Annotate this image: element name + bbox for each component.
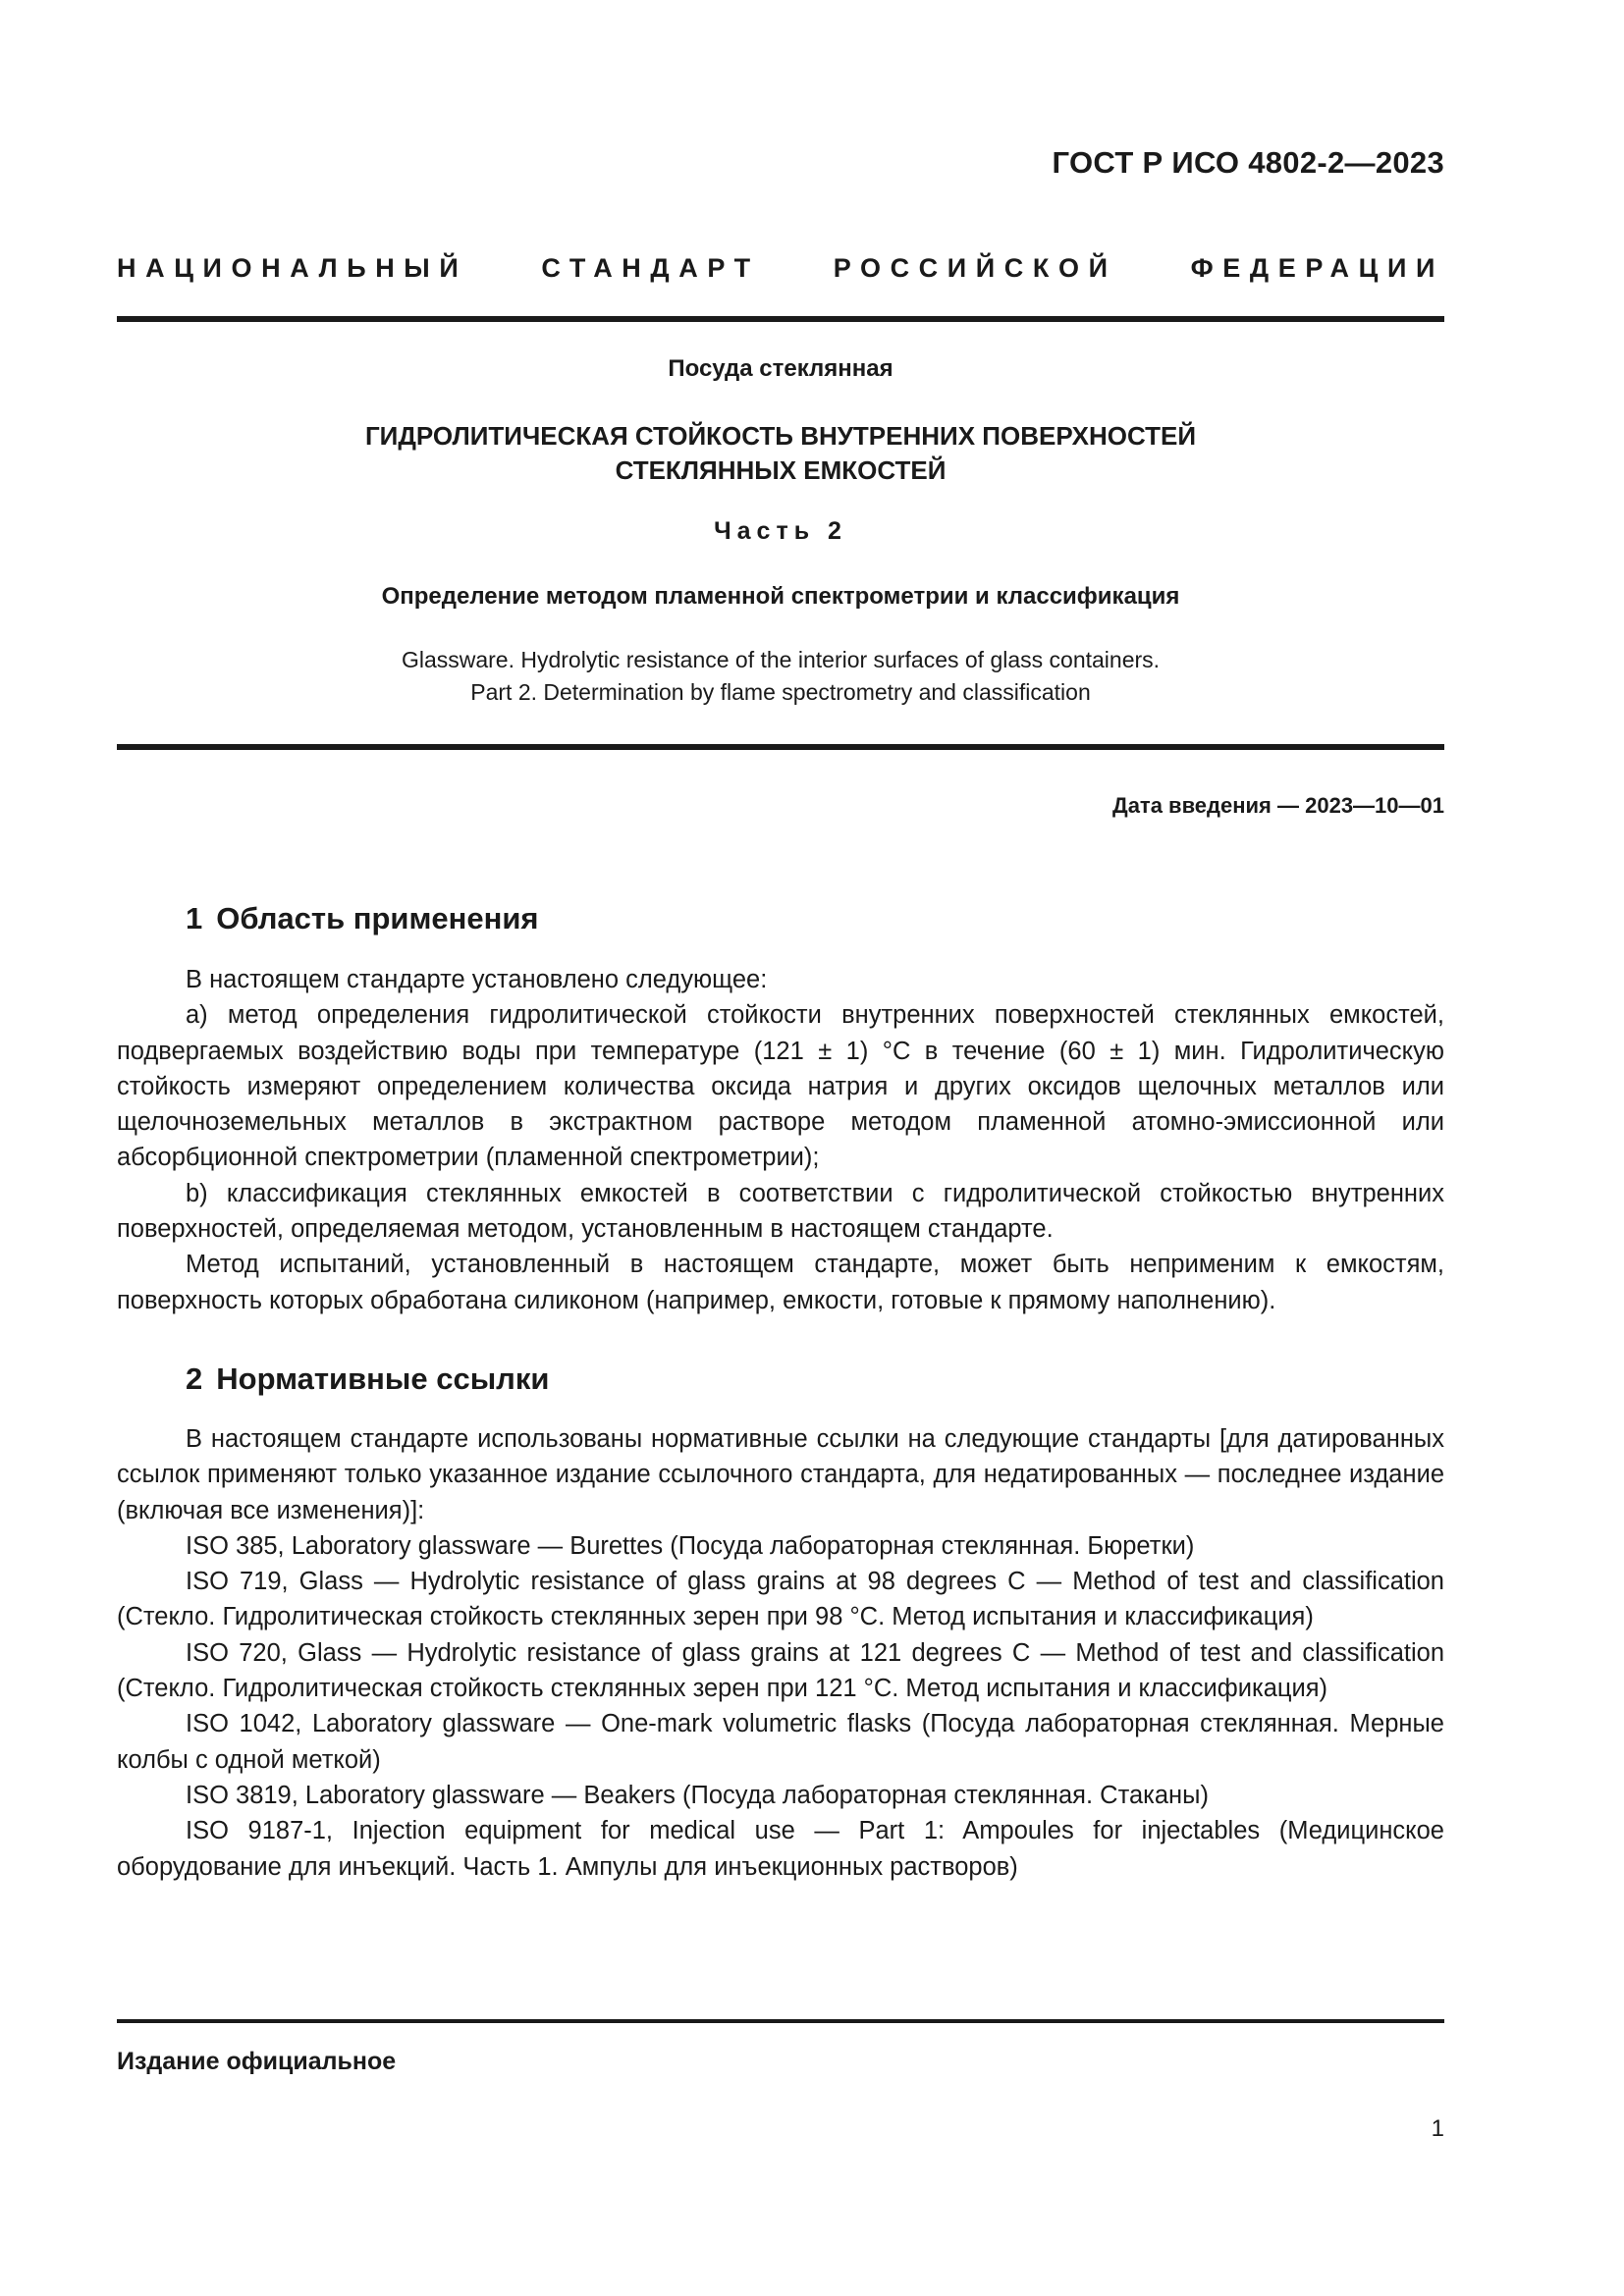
section-1-title: Область применения bbox=[216, 901, 539, 935]
paragraph: b) классификация стеклянных емкостей в соответствии с гидролитической стойкостью внутренних поверхностей, определяемая методом, установленным в настоящем стандарте. bbox=[117, 1179, 1444, 1244]
document-subject: Посуда стеклянная bbox=[668, 355, 893, 382]
reference-item: ISO 719, Glass — Hydrolytic resistance of glass grains at 98 degrees C — Method of test and classification (Стекло. Гидролитическая стойкость стеклянных зерен при 98 °C. Метод испытания и классификация) bbox=[117, 1568, 1444, 1631]
english-title-line-1: Glassware. Hydrolytic resistance of the interior surfaces of glass containers. bbox=[401, 647, 1161, 672]
national-standard-banner: НАЦИОНАЛЬНЫЙ СТАНДАРТ РОССИЙСКОЙ ФЕДЕРАЦИИ bbox=[117, 253, 1444, 283]
paragraph: В настоящем стандарте установлено следующее: bbox=[186, 966, 768, 993]
footer-divider bbox=[117, 2019, 1444, 2023]
document-main-title bbox=[117, 419, 1444, 488]
introduction-date: Дата введения — 2023—10—01 bbox=[1112, 793, 1444, 818]
reference-item: ISO 1042, Laboratory glassware — One-mark volumetric flasks (Посуда лабораторная стеклянная. Мерные колбы с одной меткой) bbox=[117, 1710, 1444, 1774]
english-title bbox=[117, 644, 1444, 709]
section-2-number: 2 bbox=[186, 1362, 203, 1396]
reference-item: ISO 9187-1, Injection equipment for medical use — Part 1: Ampoules for injectables (Медицинское оборудование для инъекций. Часть 1. Ампулы для инъекционных растворов) bbox=[117, 1817, 1444, 1881]
reference-item: ISO 3819, Laboratory glassware — Beakers (Посуда лабораторная стеклянная. Стаканы) bbox=[186, 1781, 1209, 1809]
main-title-line-1: ГИДРОЛИТИЧЕСКАЯ СТОЙКОСТЬ ВНУТРЕННИХ ПОВЕРХНОСТЕЙ bbox=[364, 421, 1197, 451]
part-label: Часть 2 bbox=[714, 517, 847, 545]
title-block-divider bbox=[117, 744, 1444, 750]
header-divider bbox=[117, 316, 1444, 322]
official-edition-label: Издание официальное bbox=[117, 2048, 397, 2075]
paragraph: Метод испытаний, установленный в настоящем стандарте, может быть неприменим к емкостям, поверхность которых обработана силиконом (например, емкости, готовые к прямому наполнению). bbox=[117, 1251, 1444, 1314]
paragraph: a) метод определения гидролитической стойкости внутренних поверхностей стеклянных емкостей, подвергаемых воздействию воды при температуре (121 ± 1) °C в течение (60 ± 1) мин. Гидролитическую стойкость измеряют определением количества оксида натрия и других оксидов щелочных металлов или щелочноземельных металлов в экстрактном растворе методом пламенной атомно-эмиссионной или абсорбционной спектрометрии (пламенной спектрометрии); bbox=[117, 1001, 1444, 1172]
section-1-body bbox=[117, 962, 1444, 1318]
reference-item: ISO 385, Laboratory glassware — Burettes (Посуда лабораторная стеклянная. Бюретки) bbox=[186, 1531, 1195, 1560]
english-title-line-2: Part 2. Determination by flame spectrometry and classification bbox=[470, 679, 1091, 705]
main-title-line-2: СТЕКЛЯННЫХ ЕМКОСТЕЙ bbox=[615, 455, 947, 485]
part-title: Определение методом пламенной спектрометрии и классификация bbox=[381, 583, 1180, 610]
section-2-heading bbox=[186, 1362, 549, 1397]
document-page bbox=[117, 0, 1444, 2296]
paragraph: В настоящем стандарте использованы нормативные ссылки на следующие стандарты [для датированных ссылок применяют только указанное издание ссылочного стандарта, для недатированных — последнее издание (включая все изменения)]: bbox=[117, 1425, 1444, 1524]
section-2-title: Нормативные ссылки bbox=[216, 1362, 550, 1396]
section-1-heading bbox=[186, 901, 539, 936]
page-number: 1 bbox=[1431, 2115, 1444, 2142]
document-code: ГОСТ Р ИСО 4802-2—2023 bbox=[1052, 145, 1444, 180]
section-1-number: 1 bbox=[186, 901, 203, 935]
reference-item: ISO 720, Glass — Hydrolytic resistance of glass grains at 121 degrees C — Method of test and classification (Стекло. Гидролитическая стойкость стеклянных зерен при 121 °C. Метод испытания и классификация) bbox=[117, 1638, 1444, 1703]
section-2-body bbox=[117, 1421, 1444, 1885]
